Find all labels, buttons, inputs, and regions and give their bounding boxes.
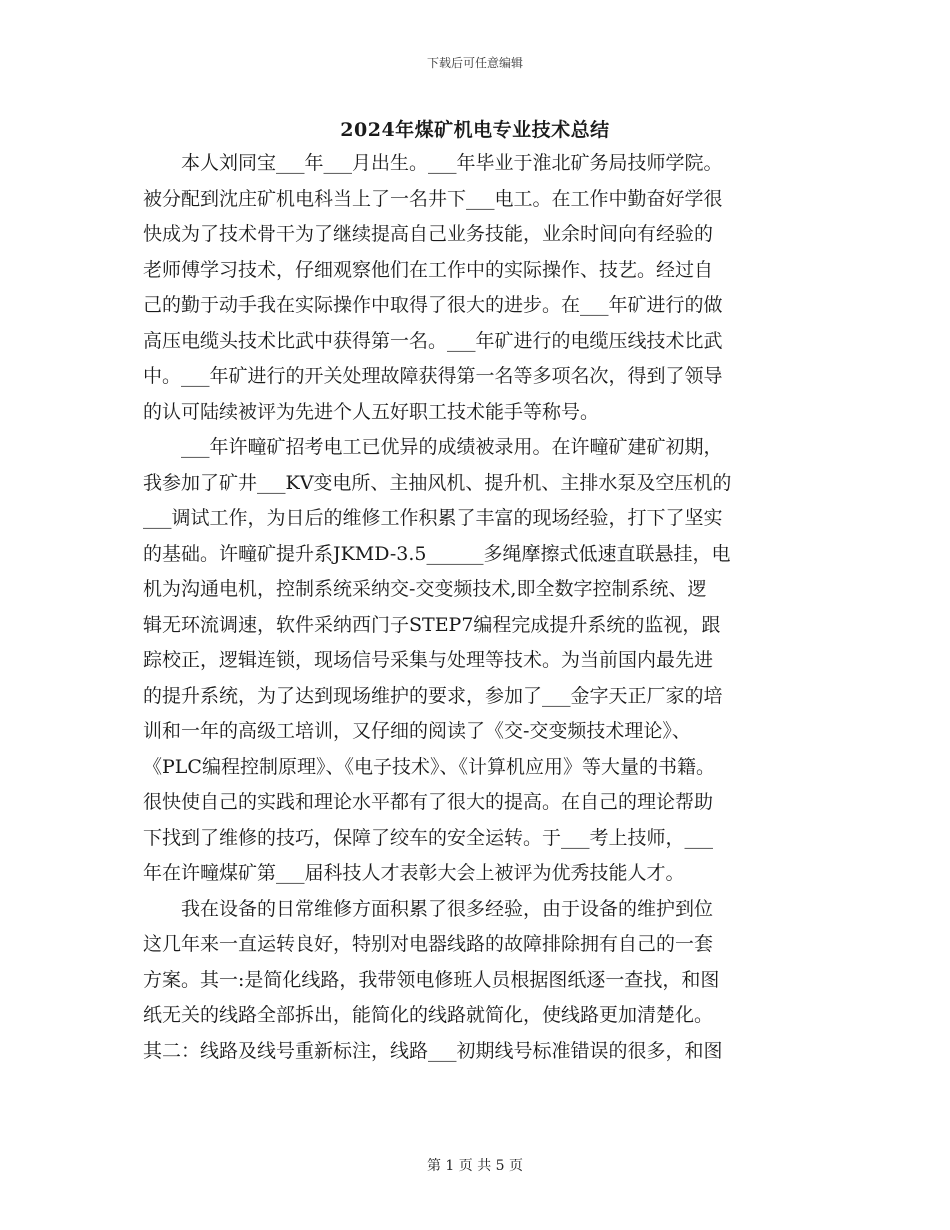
page-footer: 第 1 页 共 5 页 — [426, 1158, 524, 1174]
body-line: ___年许疃矿招考电工已优异的成绩被录用。在许疃矿建矿初期， — [143, 436, 723, 458]
body-line: 其二：线路及线号重新标注，线路___初期线号标准错误的很多，和图 — [143, 1039, 723, 1062]
body-line: 快成为了技术骨干为了继续提高自己业务技能，业余时间向有经验的 — [143, 223, 714, 245]
body-line: 我在设备的日常维修方面积累了很多经验，由于设备的维护到位 — [143, 897, 714, 920]
body-line: 中。___年矿进行的开关处理故障获得第一名等多项名次，得到了领导 — [143, 365, 723, 387]
body-line: 高压电缆头技术比武中获得第一名。___年矿进行的电缆压线技术比武 — [143, 329, 723, 352]
body-line: 老师傅学习技术，仔细观察他们在工作中的实际操作、技艺。经过自 — [143, 258, 714, 281]
body-line: 年在许疃煤矿第___届科技人才表彰大会上被评为优秀技能人才。 — [143, 862, 685, 884]
body-line: 被分配到沈庄矿机电科当上了一名井下___电工。在工作中勤奋好学很 — [143, 187, 723, 210]
body-line: 方案。其一:是简化线路，我带领电修班人员根据图纸逐一查找，和图 — [143, 968, 720, 991]
document-title: 2024年煤矿机电专业技术总结 — [340, 119, 610, 141]
body-line: 我参加了矿井___KV变电所、主抽风机、提升机、主排水泵及空压机的 — [143, 471, 732, 494]
body-line: 己的勤于动手我在实际操作中取得了很大的进步。在___年矿进行的做 — [143, 294, 723, 316]
body-line: 踪校正，逻辑连锁，现场信号采集与处理等技术。为当前国内最先进 — [143, 649, 714, 671]
body-line: 训和一年的高级工培训，又仔细的阅读了《交-交变频技术理论》、 — [143, 720, 691, 742]
page-header-note: 下载后可任意编辑 — [426, 56, 523, 70]
body-line: 很快使自己的实践和理论水平都有了很大的提高。在自己的理论帮助 — [143, 791, 714, 813]
body-line: 纸无关的线路全部拆出，能简化的线路就简化，使线路更加清楚化。 — [143, 1004, 714, 1026]
body-line: 下找到了维修的技巧，保障了绞车的安全运转。于___考上技师，___ — [143, 826, 714, 849]
body-line: ___调试工作，为日后的维修工作积累了丰富的现场经验，打下了坚实 — [143, 507, 723, 529]
body-line: 的认可陆续被评为先进个人五好职工技术能手等称号。 — [143, 400, 600, 423]
document-body — [143, 146, 833, 1069]
body-line: 《PLC编程控制原理》、《电子技术》、《计算机应用》等大量的书籍。 — [143, 755, 715, 778]
body-line: 本人刘同宝___年___月出生。___年毕业于淮北矿务局技师学院。 — [143, 152, 723, 174]
body-line: 的提升系统，为了达到现场维护的要求，参加了___金字天正厂家的培 — [143, 684, 723, 707]
body-line: 的基础。许疃矿提升系JKMD-3.5______多绳摩擦式低速直联悬挂，电 — [143, 542, 731, 565]
body-line: 辑无环流调速，软件采纳西门子STEP7编程完成提升系统的监视，跟 — [143, 613, 721, 636]
body-line: 机为沟通电机，控制系统采纳交-交变频技术,即全数字控制系统、逻 — [143, 578, 707, 600]
body-line: 这几年来一直运转良好，特别对电器线路的故障排除拥有自己的一套 — [143, 933, 714, 955]
